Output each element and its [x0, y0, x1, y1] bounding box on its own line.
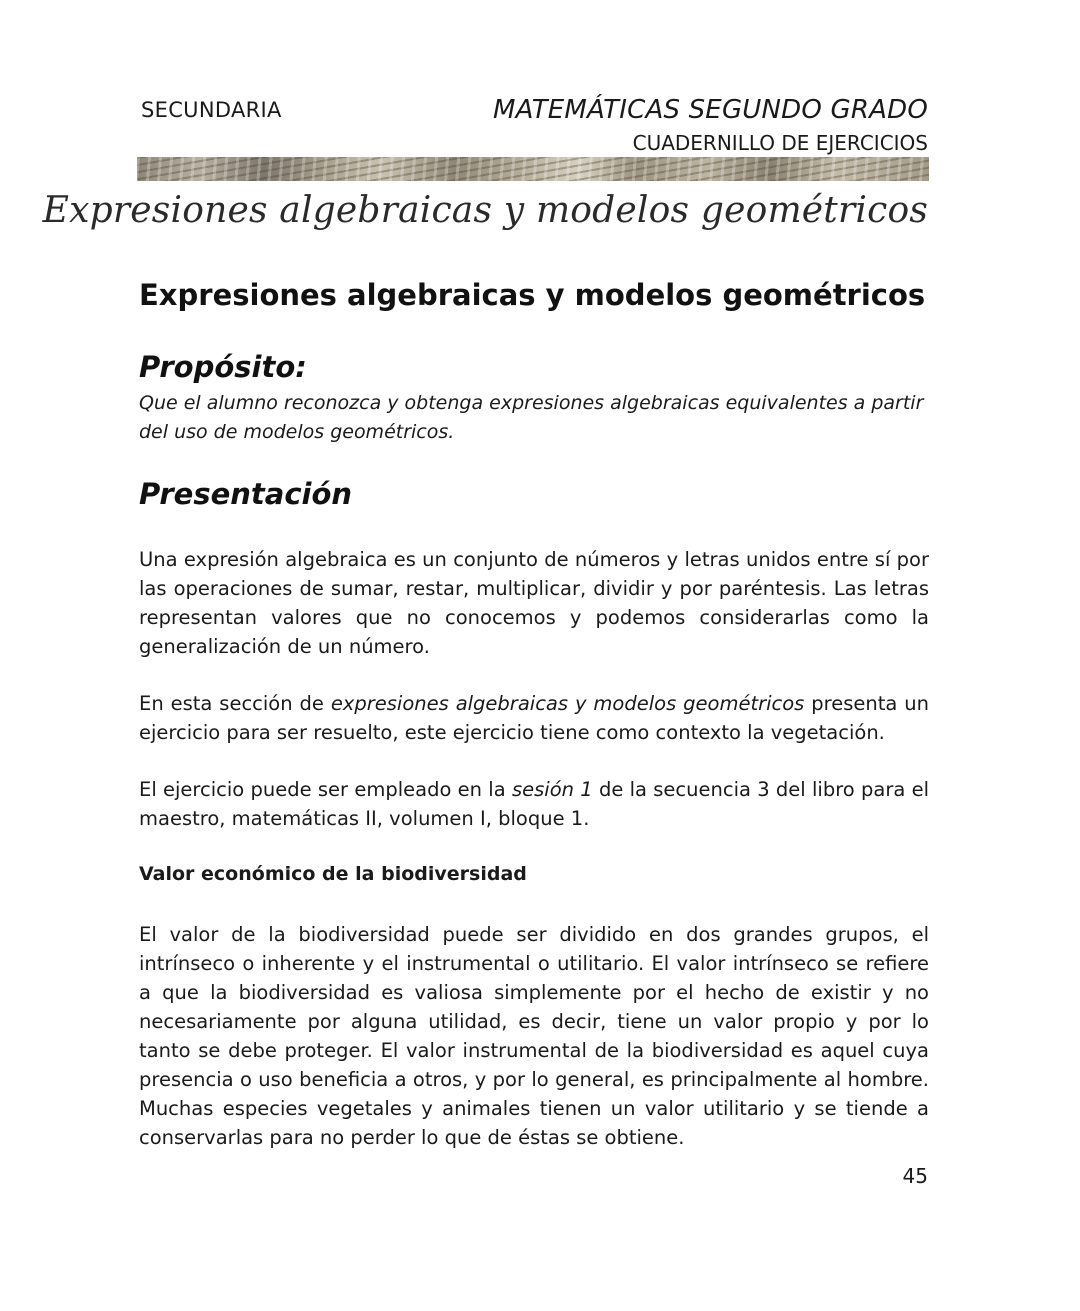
purpose-heading: Propósito: [139, 350, 307, 384]
paragraph-text: de la secuencia 3 del libro para el maestro, matemáticas II, volumen I, bloque 1. [139, 778, 929, 830]
paragraph-usage [139, 775, 929, 833]
page-number: 45 [902, 1164, 928, 1188]
header-course: MATEMÁTICAS SEGUNDO GRADO [492, 95, 928, 125]
chapter-title: Expresiones algebraicas y modelos geométricos [42, 190, 928, 231]
header-level: SECUNDARIA [141, 98, 282, 122]
paragraph-text: En esta sección de [139, 692, 331, 715]
paragraph-text: presenta un ejercicio para ser resuelto, este ejercicio tiene como contexto la vegetación. [139, 692, 929, 744]
paragraph-definition: Una expresión algebraica es un conjunto de números y letras unidos entre sí por las operaciones de sumar, restar, multiplicar, dividir y por paréntesis. Las letras representan valores que no conocemos y podemos considerarlas como la generalización de un número. [139, 548, 929, 658]
presentation-heading: Presentación [139, 477, 353, 511]
paragraph-biodiversity: El valor de la biodiversidad puede ser dividido en dos grandes grupos, el intrínseco o inherente y el instrumental o utilitario. El valor intrínseco se refiere a que la biodiversidad es valiosa simplemente por el hecho de existir y no necesariamente por alguna utilidad, es decir, tiene un valor propio y por lo tanto se debe proteger. El valor instrumental de la biodiversidad es aquel cuya presencia o uso beneficia a otros, y por lo general, es principalmente al hombre. Muchas especies vegetales y animales tienen un valor utilitario y se tiende a conservarlas para no perder lo que de éstas se obtiene. [139, 923, 929, 1149]
paragraph-emphasis: sesión 1 [511, 778, 593, 801]
paragraph-section-intro [139, 689, 929, 747]
paragraph-emphasis: expresiones algebraicas y modelos geométricos [330, 692, 805, 715]
purpose-text: Que el alumno reconozca y obtenga expresiones algebraicas equivalentes a partir del uso de modelos geométricos. [139, 392, 924, 443]
decorative-header-band [137, 157, 929, 181]
subheading-biodiversity: Valor económico de la biodiversidad [139, 863, 527, 885]
paragraph-text: El ejercicio puede ser empleado en la [139, 778, 512, 801]
section-title: Expresiones algebraicas y modelos geométricos [139, 278, 926, 312]
header-booklet: CUADERNILLO DE EJERCICIOS [632, 131, 928, 155]
